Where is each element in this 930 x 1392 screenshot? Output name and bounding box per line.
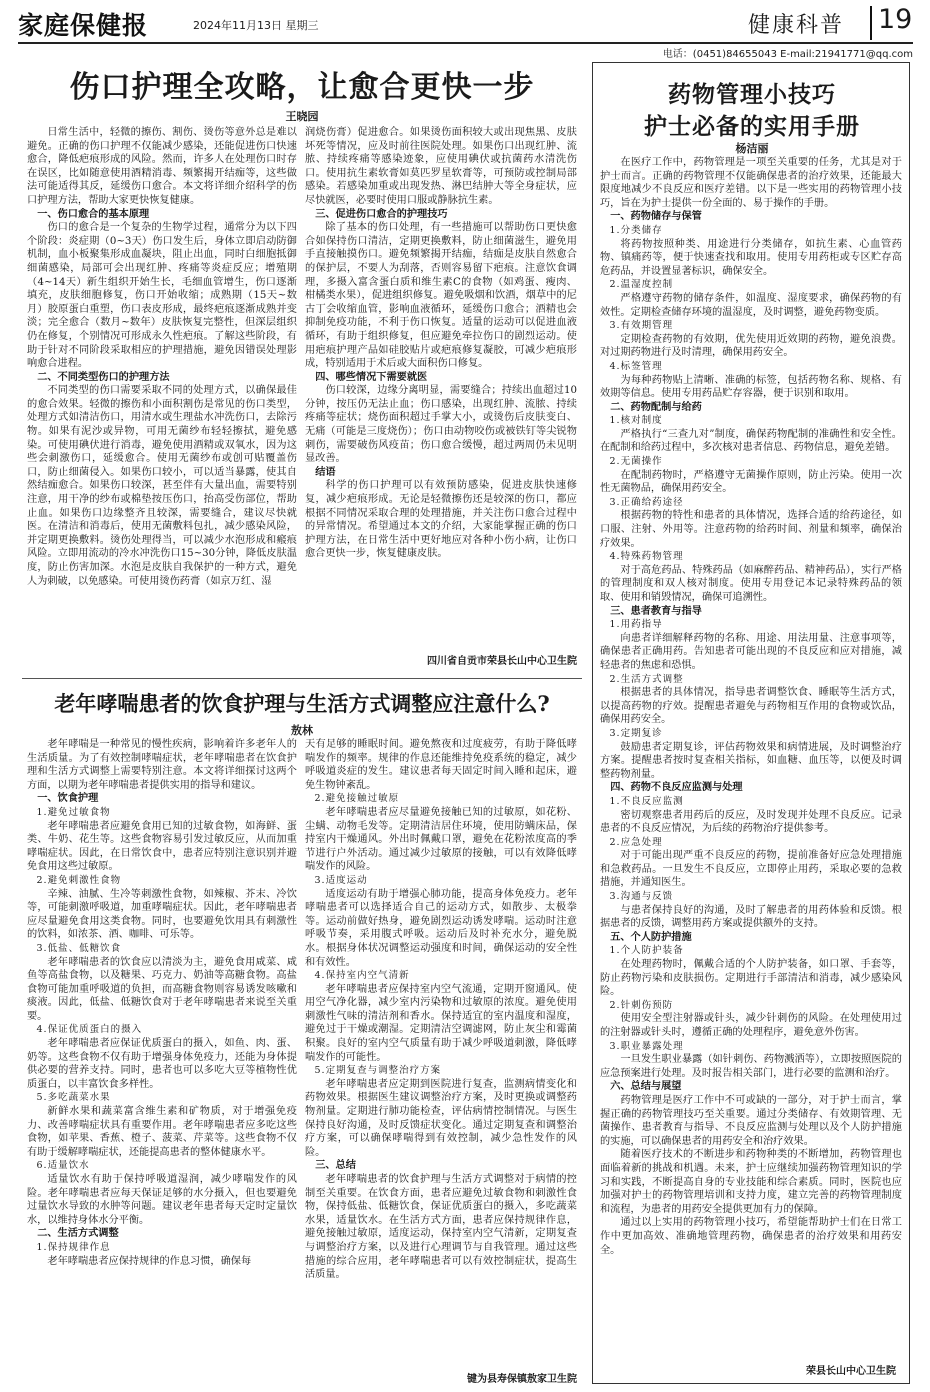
- paragraph: 根据患者的具体情况，指导患者调整饮食、睡眠等生活方式，以提高药物的疗效。提醒患者避免与药物相互作用的食物或饮品，确保用药安全。: [600, 687, 902, 726]
- paper-name: 家庭保健报: [18, 11, 149, 40]
- paragraph: 对于可能出现严重不良反应的药物，提前准备好应急处理措施和急救药品。一旦发生不良反应，立即停止用药，采取必要的急救措施，并通知医生。: [600, 850, 902, 889]
- subsection-heading: 2.温湿度控制: [609, 279, 674, 291]
- section-heading: 结语: [315, 465, 336, 478]
- paragraph: 在配制药物时，严格遵守无菌操作原则，防止污染。使用一次性无菌物品，确保用药安全。: [600, 469, 902, 495]
- paragraph: 密切观察患者用药后的反应，及时发现并处理不良反应。记录患者的不良反应情况，为后续的药物治疗提供参考。: [600, 809, 902, 835]
- subsection-heading: 5.定期复查与调整治疗方案: [314, 1065, 442, 1077]
- subsection-heading: 3.低盐、低糖饮食: [36, 942, 122, 954]
- paragraph: 严格执行“三查九对”制度，确保药物配制的准确性和安全性。在配制和给药过程中，多次核对患者信息、药物信息，避免差错。: [600, 428, 902, 454]
- paragraph: 鼓励患者定期复诊，评估药物效果和病情进展，及时调整治疗方案。提醒患者按时复查相关指标，如血糖、血压等，以便及时调整药物剂量。: [600, 741, 902, 780]
- subsection-heading: 2.避免刺激性食物: [36, 874, 122, 886]
- subsection-heading: 4.特殊药物管理: [609, 551, 684, 563]
- paragraph: 为每种药物贴上清晰、准确的标签，包括药物名称、规格、有效期等信息。使用专用药品贮存容器，便于识别和取用。: [600, 374, 902, 400]
- subsection-heading: 6.适量饮水: [36, 1160, 90, 1172]
- subsection-heading: 3.职业暴露处理: [609, 1040, 684, 1052]
- paragraph: 不同类型的伤口需要采取不同的处理方式，以确保最佳的愈合效果。轻微的擦伤和小面积割伤是常见的伤口类型，处理方式如清洁伤口，用清水或生理盐水冲洗伤口，去除污物。如果有泥沙或异物，可用无菌纱布轻轻擦拭，避免感染。可使用碘伏进行消毒，避免使用酒精或双氧水，因为这些会刺激伤口，延缓愈合。使用无菌纱布或创可贴覆盖伤口，防止细菌侵入。如果伤口较小，可以适当暴露，使其自然结痂愈合。如果伤口较深，甚至伴有大量出血，需要特别注意，用干净的纱布或棉垫按压伤口，抬高受伤部位，帮助止血。如果伤口边缘整齐且较深，需要缝合，建议尽快就医。在清洁和消毒后，使用无菌敷料包扎，减少感染风险，并定期更换敷料。烫伤处理得当，可以减少水泡形成和瘢痕风险。立即用流动的冷水冲洗伤口15~30分钟，降低皮肤温度，防止伤害加深。水泡是皮肤自我保护的一种方式，避免人为刺破，以免感染。可使用烫伤药膏（如京万红、湿: [27, 385, 297, 587]
- subsection-heading: 2.避免接触过敏原: [314, 793, 400, 805]
- paragraph: 在处理药物时，佩戴合适的个人防护装备，如口罩、手套等，防止药物污染和皮肤损伤。定期进行手部清洁和消毒，减少感染风险。: [600, 959, 902, 998]
- subsection-heading: 1.个人防护装备: [609, 945, 684, 957]
- paragraph: 辛辣、油腻、生冷等刺激性食物，如辣椒、芥末、冷饮等，可能刺激呼吸道，加重哮喘症状。因此，老年哮喘患者应尽量避免食用这类食物。同时，也要避免饮用具有刺激性的饮料，如浓茶、酒、咖啡、可乐等。: [27, 888, 297, 941]
- section-heading: 二、不同类型伤口的护理方法: [37, 370, 170, 383]
- article3-affiliation: 荣县长山中心卫生院: [806, 1366, 896, 1377]
- section-heading: 五、个人防护措施: [610, 930, 692, 943]
- subsection-heading: 4.保证优质蛋白的摄入: [36, 1024, 143, 1036]
- paragraph: 向患者详细解释药物的名称、用途、用法用量、注意事项等，确保患者正确用药。告知患者可能出现的不良反应和应对措施，减轻患者的焦虑和恐惧。: [600, 632, 902, 671]
- article2-affiliation: 键为县寿保镇敖家卫生院: [467, 1374, 577, 1385]
- article3-title-line1: 药物管理小技巧: [668, 81, 836, 108]
- paragraph: 定期检查药物的有效期，优先使用近效期的药物，避免浪费。对过期药物进行及时清理，确保用药安全。: [600, 333, 902, 359]
- paragraph: 将药物按照种类、用途进行分类储存，如抗生素、心血管药物、镇痛药等，便于快速查找和取用。使用专用药柜或专区贮存高危药品，并设置显著标识，确保安全。: [600, 238, 902, 277]
- section-heading: 一、饮食护理: [37, 792, 99, 805]
- page-number: 19: [878, 4, 913, 35]
- article1-affiliation: 四川省自贡市荣县长山中心卫生院: [427, 656, 577, 667]
- paragraph: 对于高危药品、特殊药品（如麻醉药品、精神药品），实行严格的管理制度和双人核对制度。使用专用登记本记录特殊药品的领取、使用和销毁情况，确保可追溯性。: [600, 564, 902, 603]
- masthead-rule: [18, 42, 913, 44]
- article3-body: [600, 156, 902, 1354]
- article-separator: [22, 678, 582, 679]
- paragraph: 伤口的愈合是一个复杂的生物学过程，通常分为以下四个阶段：炎症期（0~3天）伤口发生后，身体立即启动防御机制，血小板聚集形成血凝块，阻止出血，同时白细胞抵御细菌感染，局部可会出现红肿、疼痛等炎症反应；增殖期（4~14天）新生组织开始生长，毛细血管增生，伤口逐渐填充，皮肤细胞修复，伤口开始收缩；成熟期（15天~数月）胶原蛋白重塑，伤口表皮形成，最终疤痕逐渐成熟并变淡；完全愈合（数月~数年）皮肤恢复完整性，但深层组织仍在修复，个别情况可形成永久性疤痕。了解这些阶段，有助于针对不同阶段采取相应的护理措施，避免因错误处理影响愈合进程。: [27, 222, 297, 370]
- section-heading: 二、药物配制与给药: [610, 400, 702, 413]
- paragraph: 与患者保持良好的沟通，及时了解患者的用药体验和反馈。根据患者的反馈，调整用药方案或提供额外的支持。: [600, 904, 902, 930]
- subsection-heading: 1.保持规律作息: [36, 1241, 111, 1253]
- paragraph: 润烧伤膏）促进愈合。如果烫伤面积较大或出现焦黑、皮肤坏死等情况，应及时前往医院处理。如果伤口出现红肿、流脓、持续疼痛等感染迹象，应使用碘伏或抗菌药水清洗伤口。使用抗生素软膏如莫匹罗星软膏等，可预防或控制局部感染。若感染加重或出现发热、淋巴结肿大等全身症状，应尽快就医，必要时使用口服或静脉抗生素。: [305, 127, 577, 206]
- subsection-heading: 2.生活方式调整: [609, 673, 684, 685]
- subsection-heading: 5.多吃蔬菜水果: [36, 1092, 111, 1104]
- article2-column-1: [27, 738, 297, 1383]
- article1-title: 伤口护理全攻略，让愈合更快一步: [69, 70, 535, 105]
- subsection-heading: 1.用药指导: [609, 619, 663, 631]
- contact-info: 电话：(0451)84655043 E-mail:21941771@qq.com: [662, 49, 913, 60]
- article2-author: 敖林: [291, 724, 313, 737]
- paragraph: 老年哮喘患者的饮食护理与生活方式调整对于病情的控制至关重要。在饮食方面，患者应避免过敏食物和刺激性食物，保持低盐、低糖饮食，保证优质蛋白的摄入，多吃蔬菜水果，适量饮水。在生活方式方面，患者应保持规律作息，避免接触过敏原，适度运动，保持室内空气清新，定期复查与调整治疗方案，以及进行心理调节与自我管理。通过这些措施的综合应用，老年哮喘患者可以有效控制症状，提高生活质量。: [305, 1174, 577, 1281]
- article3-author: 杨洁丽: [735, 142, 769, 155]
- paragraph: 老年哮喘患者的饮食应以清淡为主，避免食用咸菜、咸鱼等高盐食物，以及糖果、巧克力、奶油等高糖食物。高盐食物可能加重呼吸道的负担，而高糖食物则容易诱发咳嗽和痰液。因此，低盐、低糖饮食对于老年哮喘患者来说至关重要。: [27, 956, 297, 1022]
- subsection-heading: 2.针刺伤预防: [609, 999, 674, 1011]
- subsection-heading: 3.有效期管理: [609, 320, 674, 332]
- paragraph: 随着医疗技术的不断进步和药物种类的不断增加，药物管理也面临着新的挑战和机遇。未来，护士应继续加强药物管理知识的学习和实践，不断提高自身的专业技能和综合素质。同时，医院也应加强对护士的药物管理培训和支持力度，建立完善的药物管理制度和流程，为患者的用药安全提供更加有力的保障。: [600, 1149, 902, 1215]
- subsection-heading: 1.不良反应监测: [609, 795, 684, 807]
- masthead: [18, 6, 913, 42]
- paragraph: 老年哮喘患者应尽量避免接触已知的过敏原，如花粉、尘螨、动物毛发等。定期清洁居住环境，使用防螨床品，保持室内干燥通风。外出时佩戴口罩，避免在花粉浓度高的季节进行户外活动。通过减少过敏原的接触，可以有效降低哮喘发作的风险。: [305, 806, 577, 873]
- subsection-heading: 1.核对制度: [609, 415, 663, 427]
- article2-column-2: [305, 738, 577, 1368]
- article1-author: 王晓园: [285, 110, 319, 123]
- paragraph: 老年哮喘患者应保持室内空气流通，定期开窗通风。使用空气净化器，减少室内污染物和过敏原的浓度。避免使用刺激性气味的清洁剂和香水。保持适宜的室内温度和湿度，避免过于干燥或潮湿。定期清洁空调滤网，防止灰尘和霉菌积聚。良好的室内空气质量有助于减少呼吸道刺激，降低哮喘发作的可能性。: [305, 983, 577, 1063]
- paragraph: 一旦发生职业暴露（如针刺伤、药物溅洒等），立即按照医院的应急预案进行处理。及时报告相关部门，进行必要的监测和治疗。: [600, 1054, 902, 1079]
- subsection-heading: 1.分类储存: [609, 224, 663, 236]
- section-name: 健康科普: [748, 13, 845, 38]
- section-heading: 二、生活方式调整: [37, 1227, 119, 1240]
- article2-title: 老年哮喘患者的饮食护理与生活方式调整应注意什么?: [54, 691, 550, 716]
- paragraph: 日常生活中，轻微的擦伤、割伤、烫伤等意外总是难以避免。正确的伤口护理不仅能减少感染，还能促进伤口快速愈合，降低疤痕形成的风险。然而，许多人在处理伤口时存在误区，比如随意使用酒精消毒、频繁揭开结痂等，这些做法可能适得其反，延缓伤口愈合。本文将详细介绍科学的伤口护理方法，帮助大家更快恢复健康。: [27, 127, 297, 206]
- subsection-heading: 4.标签管理: [609, 360, 663, 372]
- paragraph: 老年哮喘患者应避免食用已知的过敏食物，如海鲜、蛋类、牛奶、花生等。这些食物容易引发过敏反应，从而加重哮喘症状。因此，在日常饮食中，患者应特别注意识别并避免食用这些过敏原。: [27, 820, 297, 873]
- paragraph: 使用安全型注射器或针头，减少针刺伤的风险。在处理使用过的注射器或针头时，遵循正确的处理程序，避免意外伤害。: [600, 1013, 902, 1038]
- paragraph: 科学的伤口护理可以有效预防感染，促进皮肤快速修复，减少疤痕形成。无论是轻微擦伤还是较深的伤口，都应根据不同情况采取合理的处理措施，并关注伤口愈合过程中的异常情况。希望通过本文的介绍，大家能掌握正确的伤口护理方法，在日常生活中更好地应对各种小伤小病，让伤口愈合更快一步，恢复健康皮肤。: [305, 480, 577, 560]
- section-heading: 一、伤口愈合的基本原理: [37, 207, 150, 220]
- paragraph: 通过以上实用的药物管理小技巧，希望能帮助护士们在日常工作中更加高效、准确地管理药物，确保患者的治疗效果和用药安全。: [600, 1217, 902, 1256]
- paragraph: 老年哮喘患者应定期到医院进行复查，监测病情变化和药物效果。根据医生建议调整治疗方案，及时更换或调整药物剂量。定期进行肺功能检查，评估病情控制情况。与医生保持良好沟通，及时反馈症状变化。通过定期复查和调整治疗方案，可以确保哮喘得到有效控制，减少急性发作的风险。: [305, 1078, 577, 1158]
- section-heading: 三、患者教育与指导: [610, 604, 702, 617]
- section-heading: 三、促进伤口愈合的护理技巧: [315, 207, 448, 220]
- subsection-heading: 3.正确给药途径: [609, 496, 684, 508]
- masthead-divider: [870, 6, 872, 40]
- paragraph: 适量饮水有助于保持呼吸道湿润，减少哮喘发作的风险。老年哮喘患者应每天保证足够的水分摄入，但也要避免过量饮水导致的水肿等问题。建议老年患者每天定时定量饮水，以维持身体水分平衡。: [27, 1174, 297, 1226]
- paragraph: 根据药物的特性和患者的具体情况，选择合适的给药途径，如口服、注射、外用等。注意药物的给药时间、剂量和频率，确保治疗效果。: [600, 510, 902, 549]
- section-heading: 六、总结与展望: [610, 1080, 682, 1093]
- paragraph: 天有足够的睡眠时间。避免熬夜和过度疲劳，有助于降低哮喘发作的频率。规律的作息还能维持免疫系统的稳定，减少呼吸道炎症的发生。建议患者每天固定时间入睡和起床，避免生物钟紊乱。: [305, 739, 577, 791]
- paragraph: 老年哮喘患者应保持规律的作息习惯，确保每: [47, 1255, 252, 1267]
- subsection-heading: 4.保持室内空气清新: [314, 970, 410, 982]
- article1-column-2: [305, 126, 577, 650]
- paragraph: 新鲜水果和蔬菜富含维生素和矿物质，对于增强免疫力、改善哮喘症状具有重要作用。老年哮喘患者应多吃这些食物，如苹果、香蕉、橙子、菠菜、芹菜等。这些食物不仅有助于缓解哮喘症状，还能提高患者的整体健康水平。: [27, 1106, 297, 1158]
- paragraph: 严格遵守药物的储存条件，如温度、湿度要求，确保药物的有效性。定期检查储存环境的温湿度，及时调整，避免药物变质。: [600, 292, 902, 318]
- section-heading: 四、哪些情况下需要就医: [315, 370, 428, 383]
- paragraph: 老年哮喘是一种常见的慢性疾病，影响着许多老年人的生活质量。为了有效控制哮喘症状，老年哮喘患者在饮食护理和生活方式调整上需要特别注意。本文将详细探讨这两个方面，以期为老年哮喘患者提供实用的指导和建议。: [27, 739, 297, 791]
- paragraph: 伤口较深，边缘分离明显，需要缝合；持续出血超过10分钟，按压仍无法止血；伤口感染，出现红肿、流脓、持续疼痛等症状；烧伤面积超过手掌大小，或烫伤后皮肤变白、无痛（可能是三度烧伤）；伤口由动物咬伤或被铁钉等尖锐物刺伤，需要破伤风疫苗；伤口愈合缓慢，超过两周仍未见明显改善。: [305, 385, 577, 465]
- subsection-heading: 1.避免过敏食物: [36, 806, 111, 818]
- issue-date: 2024年11月13日 星期三: [193, 19, 319, 32]
- subsection-heading: 2.无菌操作: [609, 456, 663, 468]
- section-heading: 三、总结: [315, 1159, 356, 1172]
- subsection-heading: 3.适度运动: [314, 874, 368, 886]
- paragraph: 老年哮喘患者应保证优质蛋白的摄入，如鱼、肉、蛋、奶等。这些食物不仅有助于增强身体免疫力，还能为身体提供必要的营养支持。同时，患者也可以多吃大豆等植物性优质蛋白，以丰富饮食多样性。: [27, 1038, 297, 1090]
- paragraph: 药物管理是医疗工作中不可或缺的一部分，对于护士而言，掌握正确的药物管理技巧至关重要。通过分类储存、有效期管理、无菌操作、患者教育与指导、不良反应监测与处理以及个人防护措施的实施，可以确保患者的用药安全和治疗效果。: [600, 1094, 902, 1147]
- section-heading: 四、药物不良反应监测与处理: [610, 781, 743, 794]
- paragraph: 适度运动有助于增强心肺功能，提高身体免疫力。老年哮喘患者可以选择适合自己的运动方式，如散步、太极拳等。运动前做好热身，避免剧烈运动诱发哮喘。运动时注意呼吸节奏，采用腹式呼吸。运动后及时补充水分，避免脱水。根据身体状况调整运动强度和时间，确保运动的安全性和有效性。: [305, 888, 577, 968]
- paragraph: 除了基本的伤口处理，有一些措施可以帮助伤口更快愈合如保持伤口清洁，定期更换敷料，防止细菌滋生，避免用手直接触摸伤口。避免频繁揭开结痂，结痂是皮肤自然愈合的保护层，不要人为刮落，否则容易留下疤痕。注意饮食调理，多摄入富含蛋白质和维生素C的食物（如鸡蛋、瘦肉、柑橘类水果），促进组织修复。避免吸烟和饮酒，烟草中的尼古丁会收缩血管，影响血液循环，延缓伤口愈合；酒精也会抑制免疫功能，不利于伤口恢复。适量的运动可以促进血液循环，有助于组织修复，但应避免牵拉伤口的剧烈运动。使用疤痕护理产品如硅胶贴片或疤痕修复凝胶，可减少疤痕形成，特别适用于术后或大面积伤口修复。: [305, 222, 577, 370]
- article1-column-1: [27, 126, 297, 670]
- paragraph: 在医疗工作中，药物管理是一项至关重要的任务，尤其是对于护士而言。正确的药物管理不仅能确保患者的治疗效果，还能最大限度地减少不良反应和医疗差错。以下是一些实用的药物管理小技巧，旨在为护士提供一份全面的、易于操作的手册。: [600, 157, 902, 209]
- subsection-heading: 3.定期复诊: [609, 727, 663, 739]
- article3-title-line2: 护士必备的实用手册: [644, 113, 860, 140]
- subsection-heading: 3.沟通与反馈: [609, 891, 674, 903]
- subsection-heading: 2.应急处理: [609, 836, 663, 848]
- section-heading: 一、药物储存与保管: [610, 210, 702, 223]
